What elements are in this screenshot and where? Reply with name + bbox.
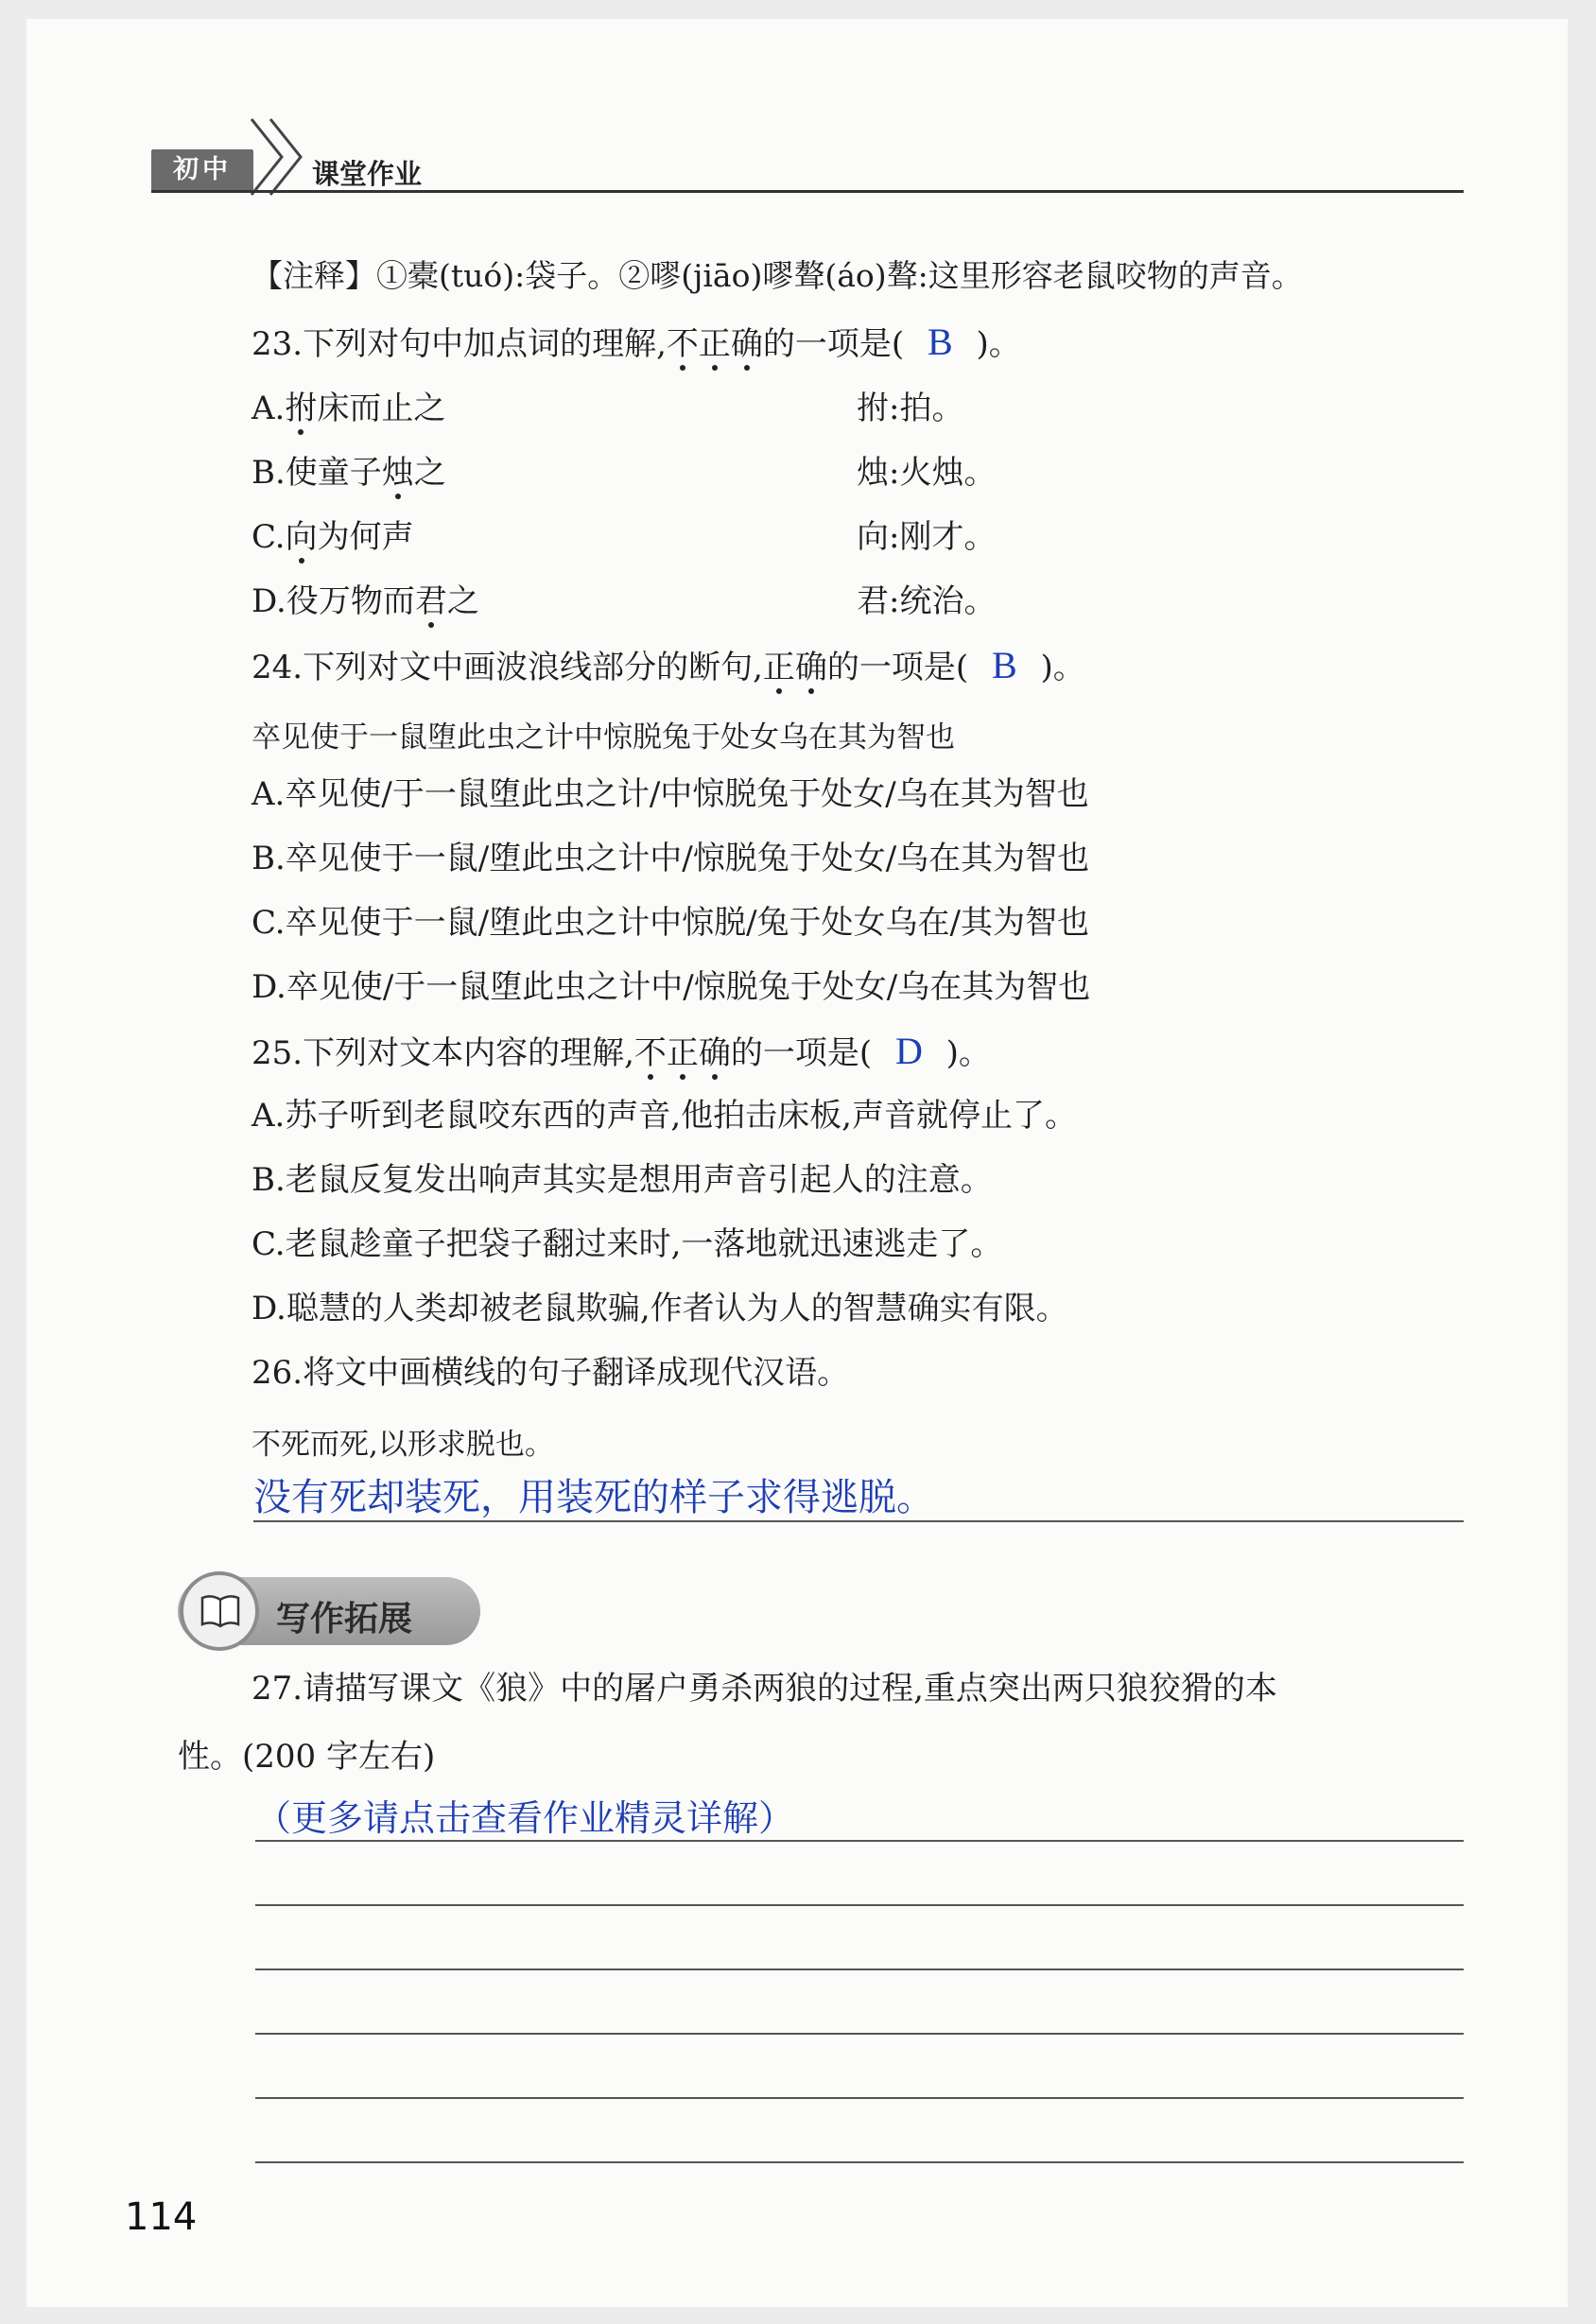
q27-stem-line1: 27.请描写课文《狼》中的屠户勇杀两狼的过程,重点突出两只狼狡猾的本 [252, 1670, 1277, 1708]
q25-option-c: C.老鼠趁童子把袋子翻过来时,一落地就迅速逃走了。 [252, 1225, 1003, 1263]
q24-option-d: D.卒见使/于一鼠堕此虫之计中/惊脱兔于处女/乌在其为智也 [252, 968, 1091, 1006]
q27-answer: （更多请点击查看作业精灵详解） [255, 1799, 795, 1839]
writing-line [255, 1840, 1464, 1842]
q23-option-b-gloss: 烛:火烛。 [857, 454, 997, 492]
q23-option-a-gloss: 拊:拍。 [857, 390, 964, 427]
annotation-note: 【注释】①橐(tuó):袋子。②嘐(jiāo)嘐聱(áo)聱:这里形容老鼠咬物的声音。 [252, 257, 1303, 294]
q26-stem: 26.将文中画横线的句子翻译成现代汉语。 [252, 1354, 850, 1392]
writing-line [255, 2097, 1464, 2099]
book-icon [199, 1592, 242, 1630]
q26-answer: 没有死却装死，用装死的样子求得逃脱。 [253, 1477, 934, 1518]
writing-line [255, 2033, 1464, 2035]
q23-answer: B [927, 321, 953, 363]
q25-option-b: B.老鼠反复发出响声其实是想用声音引起人的注意。 [252, 1161, 993, 1199]
q27-stem-line2: 性。(200 字左右) [178, 1738, 436, 1776]
writing-line [255, 1904, 1464, 1906]
q24-option-c: C.卒见使于一鼠/堕此虫之计中惊脱/兔于处女乌在/其为智也 [252, 904, 1089, 942]
chevron-icon [244, 115, 314, 197]
header-rule [151, 190, 1464, 193]
q24-answer: B [991, 644, 1017, 686]
q25-stem: 25.下列对文本内容的理解,不正确的一项是( D )。 [252, 1030, 991, 1072]
q24-option-b: B.卒见使于一鼠/堕此虫之计中/惊脱兔于处女/乌在其为智也 [252, 840, 1090, 877]
q25-option-d: D.聪慧的人类却被老鼠欺骗,作者认为人的智慧确实有限。 [252, 1290, 1068, 1327]
header-title: 课堂作业 [312, 158, 423, 190]
q23-option-a: A.拊床而止之 [252, 390, 446, 427]
header-badge: 初中 [151, 149, 253, 191]
writing-line [255, 2161, 1464, 2163]
q24-passage: 卒见使于一鼠堕此虫之计中惊脱兔于处女乌在其为智也 [252, 720, 955, 754]
q23-option-c: C.向为何声 [252, 518, 414, 556]
q23-option-d-gloss: 君:统治。 [857, 582, 997, 620]
q23-option-d: D.役万物而君之 [252, 582, 479, 620]
q26-sentence: 不死而死,以形求脱也。 [252, 1428, 554, 1462]
q24-option-a: A.卒见使/于一鼠堕此虫之计/中惊脱兔于处女/乌在其为智也 [252, 775, 1089, 813]
writing-line [255, 1968, 1464, 1970]
section-title: 写作拓展 [276, 1600, 413, 1639]
q23-stem: 23.下列对句中加点词的理解,不正确的一项是( B )。 [252, 321, 1021, 363]
page-number: 114 [125, 2195, 198, 2239]
q24-stem: 24.下列对文中画波浪线部分的断句,正确的一项是( B )。 [252, 644, 1085, 686]
answer-line [253, 1520, 1464, 1522]
q23-option-b: B.使童子烛之 [252, 454, 446, 492]
q25-answer: D [894, 1030, 923, 1072]
q23-option-c-gloss: 向:刚才。 [857, 518, 997, 556]
q25-option-a: A.苏子听到老鼠咬东西的声音,他拍击床板,声音就停止了。 [252, 1097, 1077, 1135]
